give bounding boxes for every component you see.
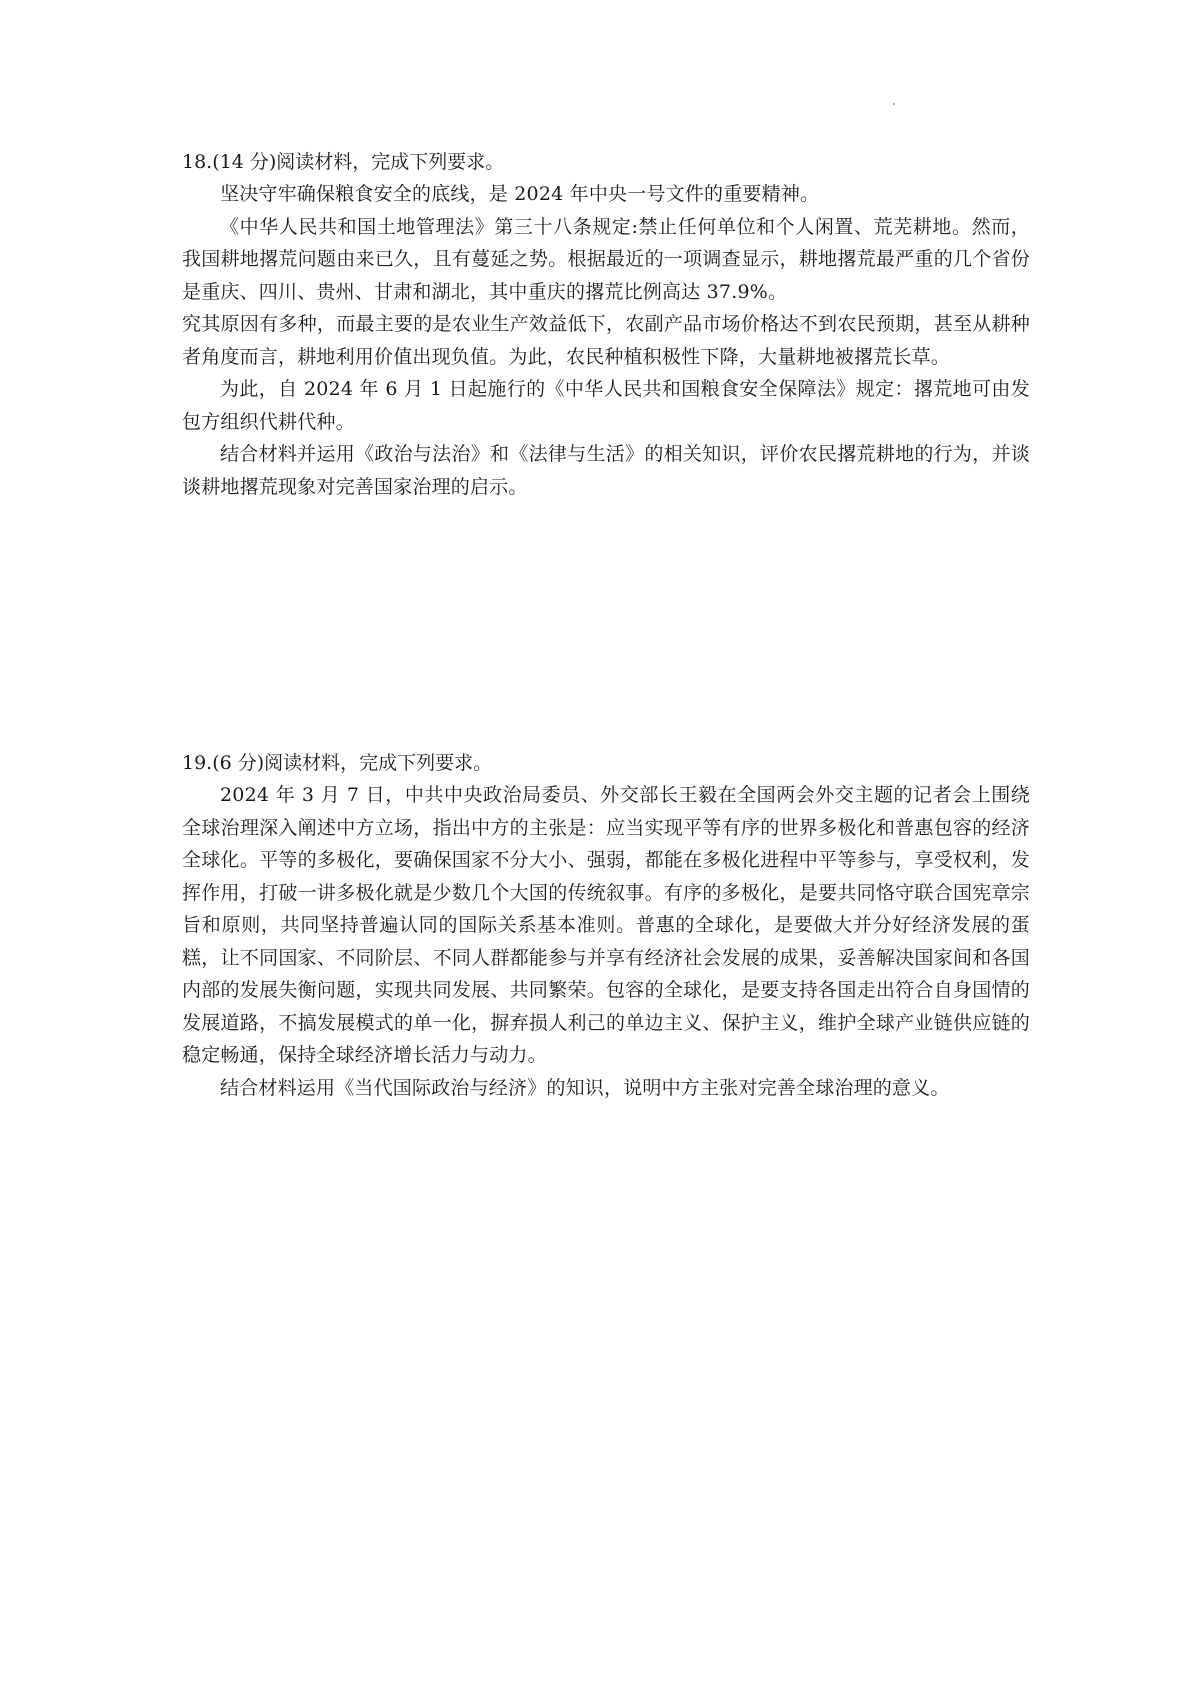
scan-speck xyxy=(893,103,895,105)
question-18-paragraph-1: 坚决守牢确保粮食安全的底线，是 2024 年中央一号文件的重要精神。 xyxy=(220,183,820,205)
question-18-task: 结合材料并运用《政治与法治》和《法律与生活》的相关知识，评价农民撂荒耕地的行为，并谈谈耕地撂荒现象对完善国家治理的启示。 xyxy=(182,443,1030,498)
question-19-task: 结合材料运用《当代国际政治与经济》的知识，说明中方主张对完善全球治理的意义。 xyxy=(220,1076,950,1099)
question-19-paragraph-1: 2024 年 3 月 7 日，中共中央政治局委员、外交部长王毅在全国两会外交主题的记者会上围绕全球治理深入阐述中方立场，指出中方的主张是：应当实现平等有序的世界多极化和普惠包容的经济全球化。平等的多极化，要确保国家不分大小、强弱，都能在多极化进程中平等参与，享受权利，发挥作用，打破一讲多极化就是少数几个大国的传统叙事。有序的多极化，是要共同恪守联合国宪章宗旨和原则，共同坚持普遍认同的国际关系基本准则。普惠的全球化，是要做大并分好经济发展的蛋糕，让不同国家、不同阶层、不同人群都能参与并享有经济社会发展的成果，妥善解决国家间和各国内部的发展失衡问题，实现共同发展、共同繁荣。包容的全球化，是要支持各国走出符合自身国情的发展道路，不搞发展模式的单一化，摒弃损人利己的单边主义、保护主义，维护全球产业链供应链的稳定畅通，保持全球经济增长活力与动力。 xyxy=(182,784,1030,1066)
question-18-paragraph-4: 为此，自 2024 年 6 月 1 日起施行的《中华人民共和国粮食安全保障法》规定：撂荒地可由发包方组织代耕代种。 xyxy=(182,378,1030,433)
question-18-paragraph-2: 《中华人民共和国土地管理法》第三十八条规定:禁止任何单位和个人闲置、荒芜耕地。然而，我国耕地撂荒问题由来已久，且有蔓延之势。根据最近的一项调查显示，耕地撂荒最严重的几个省份是重庆、四川、贵州、甘肃和湖北，其中重庆的撂荒比例高达 37.9%。 xyxy=(182,215,1030,303)
question-18 xyxy=(182,146,1030,503)
question-18-title: 18.(14 分)阅读材料，完成下列要求。 xyxy=(182,151,505,173)
question-18-paragraph-3: 究其原因有多种，而最主要的是农业生产效益低下，农副产品市场价格达不到农民预期，甚至从耕种者角度而言，耕地利用价值出现负值。为此，农民种植积极性下降，大量耕地被撂荒长草。 xyxy=(182,313,1030,368)
question-19-title: 19.(6 分)阅读材料，完成下列要求。 xyxy=(182,752,493,774)
question-19 xyxy=(182,747,1030,1104)
